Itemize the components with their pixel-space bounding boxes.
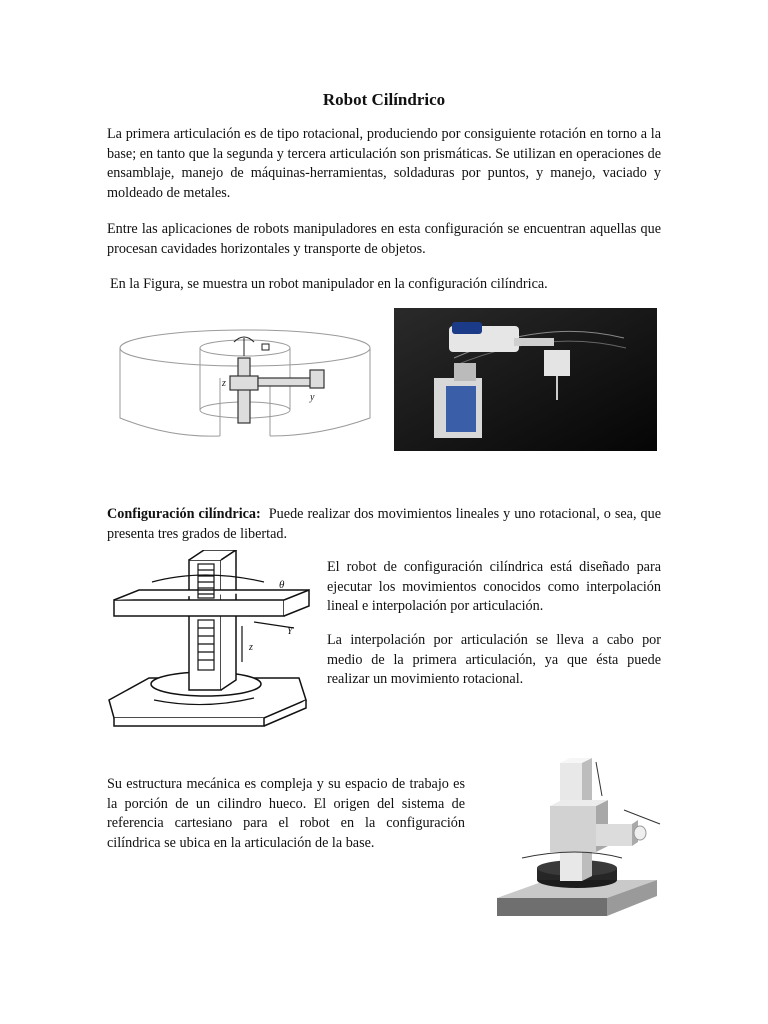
workspace-y-label: y	[310, 392, 315, 403]
figure-intro-paragraph: En la Figura, se muestra un robot manipulador en la configuración cilíndrica.	[110, 276, 548, 292]
workspace-z-label: z	[222, 378, 226, 389]
interpolation-paragraph: El robot de configuración cilíndrica está diseñado para ejecutar los movimientos conocidos como interpolación lineal e interpolación por articulación.	[327, 559, 661, 614]
column-y-label: Y	[287, 626, 293, 637]
structure-paragraph: Su estructura mecánica es compleja y su espacio de trabajo es la porción de un cilindro hueco. El origen del sistema de referencia cartesiano para el robot en la configuración cilíndrica se ubica en la articulación de la base.	[107, 776, 465, 851]
joint-interpolation-paragraph: La interpolación por articulación se lleva a cabo por medio de la primera articulación, ya que ésta puede realizar un movimiento rotacional.	[327, 632, 661, 687]
cylindrical-robot-3d-figure	[492, 758, 676, 930]
applications-paragraph: Entre las aplicaciones de robots manipuladores en esta configuración se encuentran aquellas que procesan cavidades horizontales y transporte de objetos.	[107, 221, 661, 257]
column-z-label: z	[249, 642, 253, 653]
cylindrical-robot-photo	[394, 308, 657, 451]
column-theta-label: θ	[279, 579, 285, 591]
config-heading: Configuración cilíndrica:	[107, 506, 261, 522]
column-robot-sketch	[104, 550, 322, 746]
cylindrical-workspace-figure	[110, 318, 380, 446]
intro-paragraph: La primera articulación es de tipo rotacional, produciendo por consiguiente rotación en torno a la base; en tanto que la segunda y tercera articulación son prismáticas. Se utilizan en operaciones de ensamblaje, manejo de máquinas-herramientas, soldaduras por puntos, y manejo, vaciado y moldeado de metales.	[107, 126, 661, 201]
config-text: Puede realizar dos movimientos lineales y uno rotacional, o sea, que presenta tres grados de libertad.	[107, 506, 662, 542]
config-paragraph	[107, 505, 661, 544]
page-title: Robot Cilíndrico	[322, 90, 446, 109]
